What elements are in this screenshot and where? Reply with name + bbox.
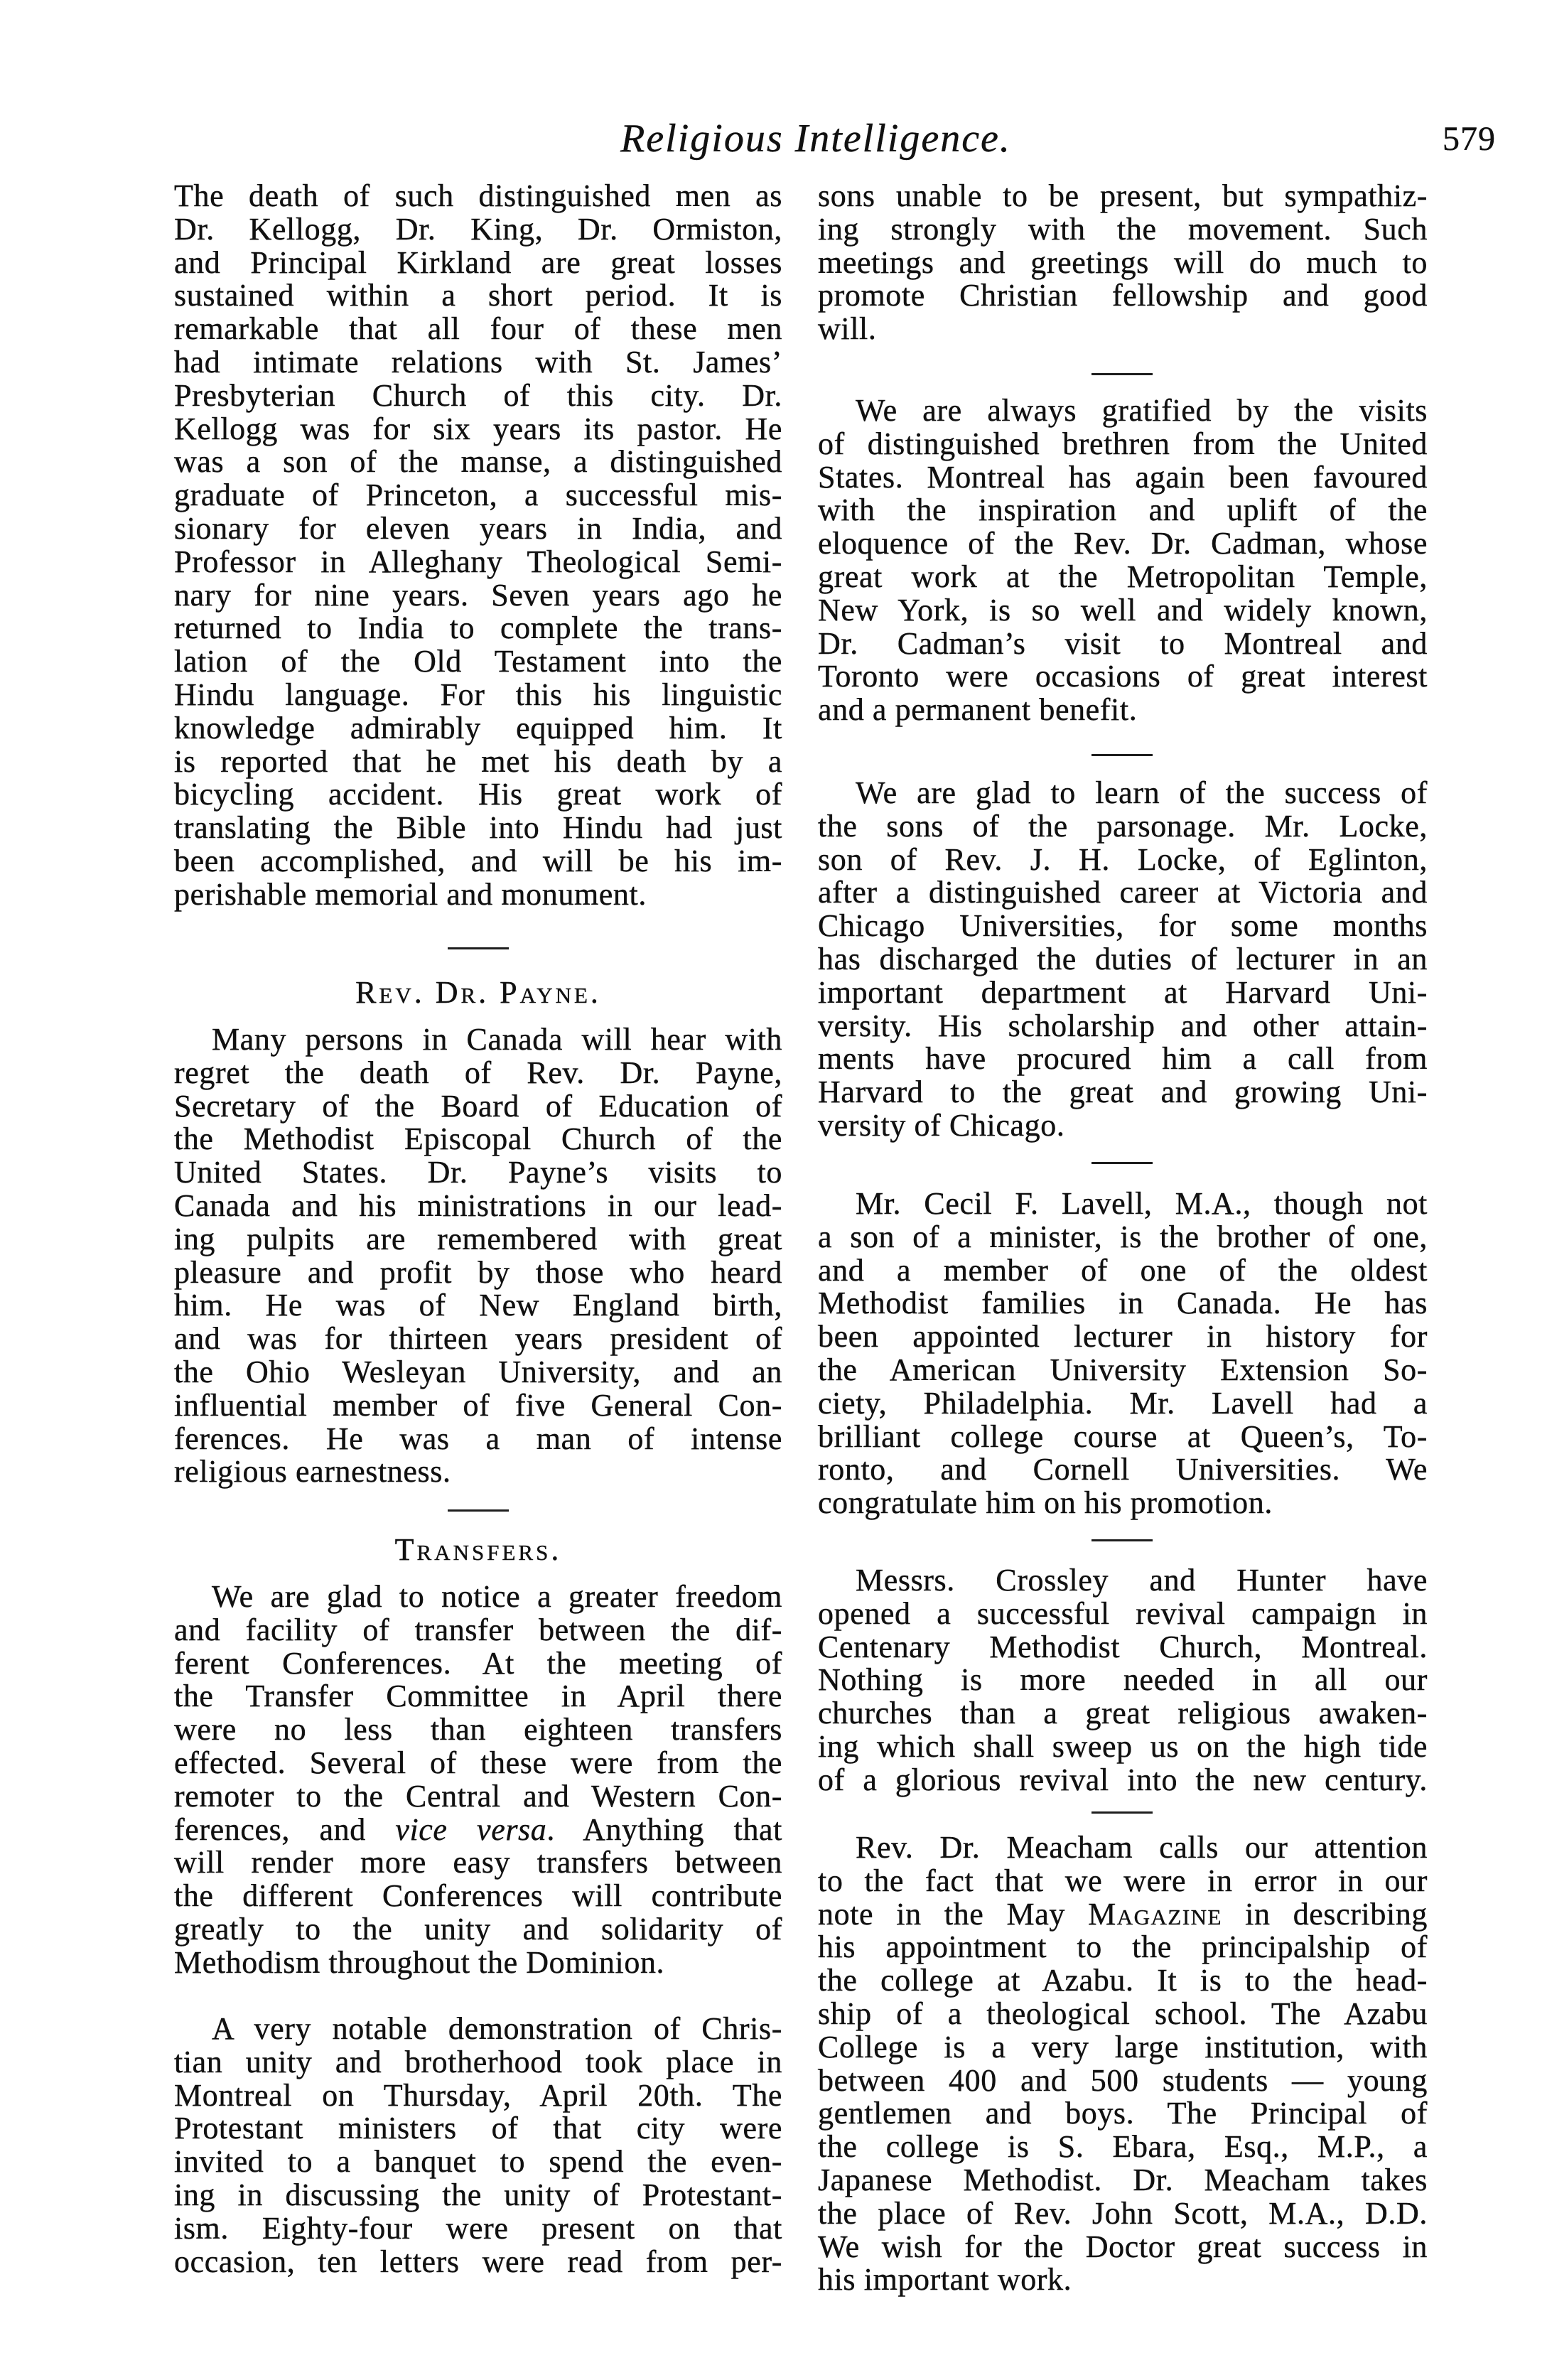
text-line: of distinguished brethren from the United [818,426,1428,461]
section-divider [1091,373,1153,375]
paragraph-fellowship [818,180,1428,346]
text-line: gentlemen and boys. The Principal of [818,2096,1428,2131]
text-line: graduate of Princeton, a successful mis- [174,478,782,513]
text-line: Methodism throughout the Dominion. [174,1944,665,1980]
text-line: pleasure and profit by those who heard [174,1254,782,1290]
text-line: been accomplished, and will be his im- [174,843,782,878]
text-line: knowledge admirably equipped him. It [174,710,782,745]
text-line: Mr. Cecil F. Lavell, M.A., though not [856,1186,1428,1221]
text-line: Methodist families in Canada. He has [818,1286,1428,1321]
text-line: tian unity and brotherhood took place in [174,2044,782,2079]
section-divider [448,947,509,949]
text-line: Presbyterian Church of this city. Dr. [174,377,782,413]
text-line: and a member of one of the oldest [818,1252,1428,1288]
text-line: been appointed lecturer in history for [818,1319,1428,1355]
text-line: the Ohio Wesleyan University, and an [174,1354,782,1389]
text-line: Japanese Methodist. Dr. Meacham takes [818,2162,1428,2197]
text-line: We wish for the Doctor great success in [818,2229,1428,2264]
text-line: Dr. Kellogg, Dr. King, Dr. Ormiston, [174,211,782,247]
text-line: Professor in Alleghany Theological Semi- [174,544,782,579]
text-line: promote Christian fellowship and good [818,278,1428,313]
text-line: Chicago Universities, for some months [818,908,1428,944]
text-line: Centenary Methodist Church, Montreal. [818,1629,1428,1664]
text-line: ferent Conferences. At the meeting of [174,1645,782,1681]
text-line: Dr. Cadman’s visit to Montreal and [818,625,1428,661]
text-line: influential member of five General Con- [174,1387,782,1423]
text-line: ing strongly with the movement. Such [818,211,1428,247]
section-heading-payne: Rev. Dr. Payne. [355,975,601,1010]
text-line: important department at Harvard Uni- [818,974,1428,1010]
text-line: ing which shall sweep us on the high tide [818,1728,1428,1764]
text-line: brilliant college course at Queen’s, To- [818,1418,1428,1454]
text-line: and a permanent benefit. [818,692,1138,728]
small-caps-title: Magazine [1088,1896,1222,1932]
text-line: Nothing is more needed in all our [818,1662,1428,1698]
text-line: the Methodist Episcopal Church of the [174,1121,782,1157]
text-line: eloquence of the Rev. Dr. Cadman, whose [818,526,1428,561]
text-run: in describing [1222,1896,1428,1932]
text-line: regret the death of Rev. Dr. Payne, [174,1055,782,1090]
text-line: States. Montreal has again been favoured [818,459,1428,495]
text-line: Many persons in Canada will hear with [212,1022,782,1057]
text-line: ferences. He was a man of intense [174,1421,782,1456]
text-line: perishable memorial and monument. [174,876,647,912]
text-line: great work at the Metropolitan Temple, [818,559,1428,594]
text-line: We are glad to notice a greater freedom [212,1579,782,1614]
text-line: United States. Dr. Payne’s visits to [174,1155,782,1190]
text-line: the different Conferences will contribute [174,1878,782,1914]
text-line: versity of Chicago. [818,1107,1065,1143]
text-line: him. He was of New England birth, [174,1288,782,1323]
text-line: Hindu language. For this his linguistic [174,677,782,712]
text-line [818,1898,1428,1932]
text-line: versity. His scholarship and other attain- [818,1008,1428,1043]
text-line: will render more easy transfers between [174,1845,782,1880]
text-line: We are always gratified by the visits [856,393,1428,428]
text-line: to the fact that we were in error in our [818,1863,1428,1898]
paragraph-demonstration [174,2013,782,2278]
text-line: meetings and greetings will do much to [818,244,1428,280]
text-line: translating the Bible into Hindu had just [174,810,782,846]
text-line: the sons of the parsonage. Mr. Locke, [818,808,1428,844]
text-line: opened a successful revival campaign in [818,1595,1428,1631]
section-heading-transfers: Transfers. [394,1532,562,1567]
text-line: College is a very large institution, with [818,2029,1428,2064]
page-number: 579 [1443,120,1496,158]
text-line: between 400 and 500 students — young [818,2062,1428,2098]
text-line: and Principal Kirkland are great losses [174,244,782,280]
text-line: the college is S. Ebara, Esq., M.P., a [818,2129,1428,2165]
text-line: bicycling accident. His great work of [174,777,782,812]
text-line: ing pulpits are remembered with great [174,1221,782,1256]
text-line: lation of the Old Testament into the [174,644,782,679]
paragraph-kellogg [174,180,782,912]
text-line: Canada and his ministrations in our lead- [174,1188,782,1223]
text-line: The death of such distinguished men as [174,178,782,213]
text-line: ism. Eighty-four were present on that [174,2210,782,2246]
text-line: congratulate him on his promotion. [818,1485,1273,1521]
text-line: is reported that he met his death by a [174,743,782,779]
text-line: ments have procured him a call from [818,1041,1428,1077]
section-divider [1091,754,1153,756]
text-line: remoter to the Central and Western Con- [174,1778,782,1814]
text-line: Protestant ministers of that city were [174,2111,782,2146]
running-title: Religious Intelligence. [620,117,1011,161]
text-line: had intimate relations with St. James’ [174,344,782,379]
text-line: ship of a theological school. The Azabu [818,1996,1428,2031]
text-line: will. [818,311,877,347]
text-line: returned to India to complete the trans- [174,610,782,646]
paragraph-meacham [818,1831,1428,2297]
text-line: sionary for eleven years in India, and [174,510,782,546]
text-line: Toronto were occasions of great interest [818,659,1428,694]
text-line: Rev. Dr. Meacham calls our attention [856,1830,1428,1865]
text-line: the American University Extension So- [818,1352,1428,1387]
text-line: was a son of the manse, a distinguished [174,444,782,480]
text-line: the Transfer Committee in April there [174,1679,782,1714]
text-run: ferences, and [174,1811,396,1847]
text-line: the college at Azabu. It is to the head- [818,1963,1428,1998]
text-line: remarkable that all four of these men [174,311,782,347]
text-run: . Anything that [546,1811,782,1847]
italic-phrase: vice versa [395,1811,547,1847]
text-line: ciety, Philadelphia. Mr. Lavell had a [818,1385,1428,1421]
text-line: occasion, ten letters were read from per- [174,2244,782,2279]
text-line: and was for thirteen years president of [174,1321,782,1357]
text-line: Montreal on Thursday, April 20th. The [174,2077,782,2113]
text-line: after a distinguished career at Victoria and [818,875,1428,910]
text-line: Harvard to the great and growing Uni- [818,1075,1428,1110]
text-line: effected. Several of these were from the [174,1745,782,1780]
text-line: churches than a great religious awaken- [818,1696,1428,1731]
text-line: with the inspiration and uplift of the [818,492,1428,528]
text-line [174,1811,782,1847]
section-divider [1091,1539,1153,1541]
section-divider [1091,1162,1153,1164]
paragraph-locke [818,777,1428,1143]
text-line: invited to a banquet to spend the even- [174,2144,782,2180]
text-line: ing in discussing the unity of Protestant- [174,2177,782,2212]
paragraph-cadman [818,394,1428,727]
text-line: sons unable to be present, but sympathiz- [818,178,1428,213]
paragraph-transfers [174,1581,782,1980]
paragraph-revival [818,1564,1428,1797]
text-line: of a glorious revival into the new century. [818,1762,1428,1797]
text-line: Secretary of the Board of Education of [174,1088,782,1124]
paragraph-lavell [818,1188,1428,1520]
text-line: the place of Rev. John Scott, M.A., D.D. [818,2195,1428,2231]
text-line: ronto, and Cornell Universities. We [818,1452,1428,1487]
text-line: New York, is so well and widely known, [818,592,1428,628]
text-line: greatly to the unity and solidarity of [174,1911,782,1946]
text-line: A very notable demonstration of Chris- [212,2011,782,2046]
text-run: note in the May [818,1896,1089,1932]
text-line: were no less than eighteen transfers [174,1712,782,1748]
text-line: sustained within a short period. It is [174,278,782,313]
text-line: Messrs. Crossley and Hunter have [856,1563,1428,1598]
text-line: nary for nine years. Seven years ago he [174,577,782,613]
section-divider [1091,1811,1153,1814]
paragraph-payne [174,1023,782,1489]
text-line: a son of a minister, is the brother of one, [818,1219,1428,1254]
text-line: his important work. [818,2262,1072,2298]
section-divider [448,1509,509,1512]
text-line: Kellogg was for six years its pastor. He [174,411,782,446]
text-line: has discharged the duties of lecturer in an [818,941,1428,976]
text-line: his appointment to the principalship of [818,1929,1428,1965]
text-line: We are glad to learn of the success of [856,775,1428,810]
text-line: and facility of transfer between the dif- [174,1612,782,1647]
text-line: son of Rev. J. H. Locke, of Eglinton, [818,841,1428,877]
text-line: religious earnestness. [174,1454,451,1490]
